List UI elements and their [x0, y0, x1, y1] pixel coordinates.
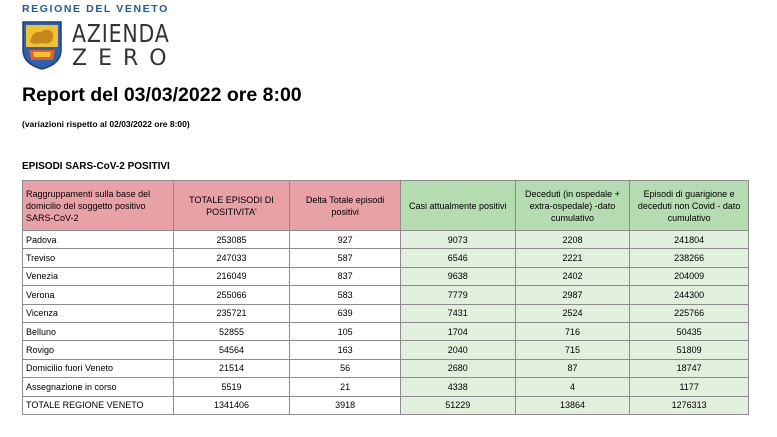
row-label-cell: Venezia	[23, 267, 174, 285]
header-cell-delta-total: Delta Totale episodi positivi	[290, 181, 401, 231]
value-cell: 583	[290, 286, 401, 304]
table-row	[23, 286, 749, 304]
value-cell: 204009	[630, 267, 749, 285]
value-cell: 2680	[400, 359, 515, 377]
value-cell: 216049	[173, 267, 290, 285]
report-subtitle: (variazioni rispetto al 02/03/2022 ore 8:00)	[22, 119, 190, 129]
table-body	[23, 231, 749, 415]
value-cell: 2402	[515, 267, 630, 285]
value-cell: 1704	[400, 322, 515, 340]
value-cell: 244300	[630, 286, 749, 304]
value-cell: 2987	[515, 286, 630, 304]
value-cell: 1276313	[630, 396, 749, 414]
table-row	[23, 304, 749, 322]
value-cell: 225766	[630, 304, 749, 322]
report-title: Report del 03/03/2022 ore 8:00	[22, 84, 302, 106]
value-cell: 255066	[173, 286, 290, 304]
value-cell: 3918	[290, 396, 401, 414]
value-cell: 87	[515, 359, 630, 377]
value-cell: 4	[515, 378, 630, 396]
value-cell: 1177	[630, 378, 749, 396]
logo-line-zero: ZERO	[72, 46, 178, 71]
value-cell: 587	[290, 249, 401, 267]
value-cell: 7779	[400, 286, 515, 304]
table-row	[23, 359, 749, 377]
logo-wordmark	[72, 20, 191, 71]
header-cell-recovered: Episodi di guarigione e deceduti non Covid - dato cumulativo	[630, 181, 749, 231]
table-row	[23, 378, 749, 396]
value-cell: 2208	[515, 231, 630, 249]
value-cell: 163	[290, 341, 401, 359]
value-cell: 247033	[173, 249, 290, 267]
value-cell: 52855	[173, 322, 290, 340]
header-cell-grouping: Raggruppamenti sulla base del domicilio del soggetto positivo SARS-CoV-2	[23, 181, 174, 231]
table-header-row	[23, 181, 749, 231]
value-cell: 9638	[400, 267, 515, 285]
positive-episodes-table	[22, 180, 749, 415]
table-row	[23, 396, 749, 414]
row-label-cell: Domicilio fuori Veneto	[23, 359, 174, 377]
header-cell-total-episodes: TOTALE EPISODI DI POSITIVITA'	[173, 181, 290, 231]
header-cell-deceased: Deceduti (in ospedale + extra-ospedale) -dato cumulativo	[515, 181, 630, 231]
value-cell: 13864	[515, 396, 630, 414]
lion-of-venice-emblem-icon	[21, 20, 63, 70]
header-cell-currently-positive: Casi attualmente positivi	[400, 181, 515, 231]
value-cell: 837	[290, 267, 401, 285]
value-cell: 241804	[630, 231, 749, 249]
value-cell: 2221	[515, 249, 630, 267]
row-label-cell: Vicenza	[23, 304, 174, 322]
value-cell: 2040	[400, 341, 515, 359]
value-cell: 2524	[515, 304, 630, 322]
value-cell: 1341406	[173, 396, 290, 414]
table-row	[23, 231, 749, 249]
value-cell: 21514	[173, 359, 290, 377]
table-row	[23, 341, 749, 359]
row-label-cell: Verona	[23, 286, 174, 304]
row-label-cell: Padova	[23, 231, 174, 249]
value-cell: 6546	[400, 249, 515, 267]
value-cell: 18747	[630, 359, 749, 377]
row-label-cell: Assegnazione in corso	[23, 378, 174, 396]
value-cell: 5519	[173, 378, 290, 396]
row-label-cell: Belluno	[23, 322, 174, 340]
value-cell: 50435	[630, 322, 749, 340]
value-cell: 21	[290, 378, 401, 396]
value-cell: 9073	[400, 231, 515, 249]
value-cell: 4338	[400, 378, 515, 396]
section-title: EPISODI SARS-CoV-2 POSITIVI	[22, 161, 170, 172]
row-label-cell: TOTALE REGIONE VENETO	[23, 396, 174, 414]
table-row	[23, 267, 749, 285]
table-row	[23, 322, 749, 340]
value-cell: 238266	[630, 249, 749, 267]
value-cell: 235721	[173, 304, 290, 322]
value-cell: 51809	[630, 341, 749, 359]
row-label-cell: Treviso	[23, 249, 174, 267]
value-cell: 715	[515, 341, 630, 359]
value-cell: 7431	[400, 304, 515, 322]
table-row	[23, 249, 749, 267]
value-cell: 105	[290, 322, 401, 340]
region-name: REGIONE DEL VENETO	[22, 3, 169, 15]
value-cell: 716	[515, 322, 630, 340]
value-cell: 51229	[400, 396, 515, 414]
value-cell: 54564	[173, 341, 290, 359]
value-cell: 56	[290, 359, 401, 377]
row-label-cell: Rovigo	[23, 341, 174, 359]
value-cell: 927	[290, 231, 401, 249]
value-cell: 253085	[173, 231, 290, 249]
value-cell: 639	[290, 304, 401, 322]
logo-line-azienda: AZIENDA	[72, 19, 170, 48]
